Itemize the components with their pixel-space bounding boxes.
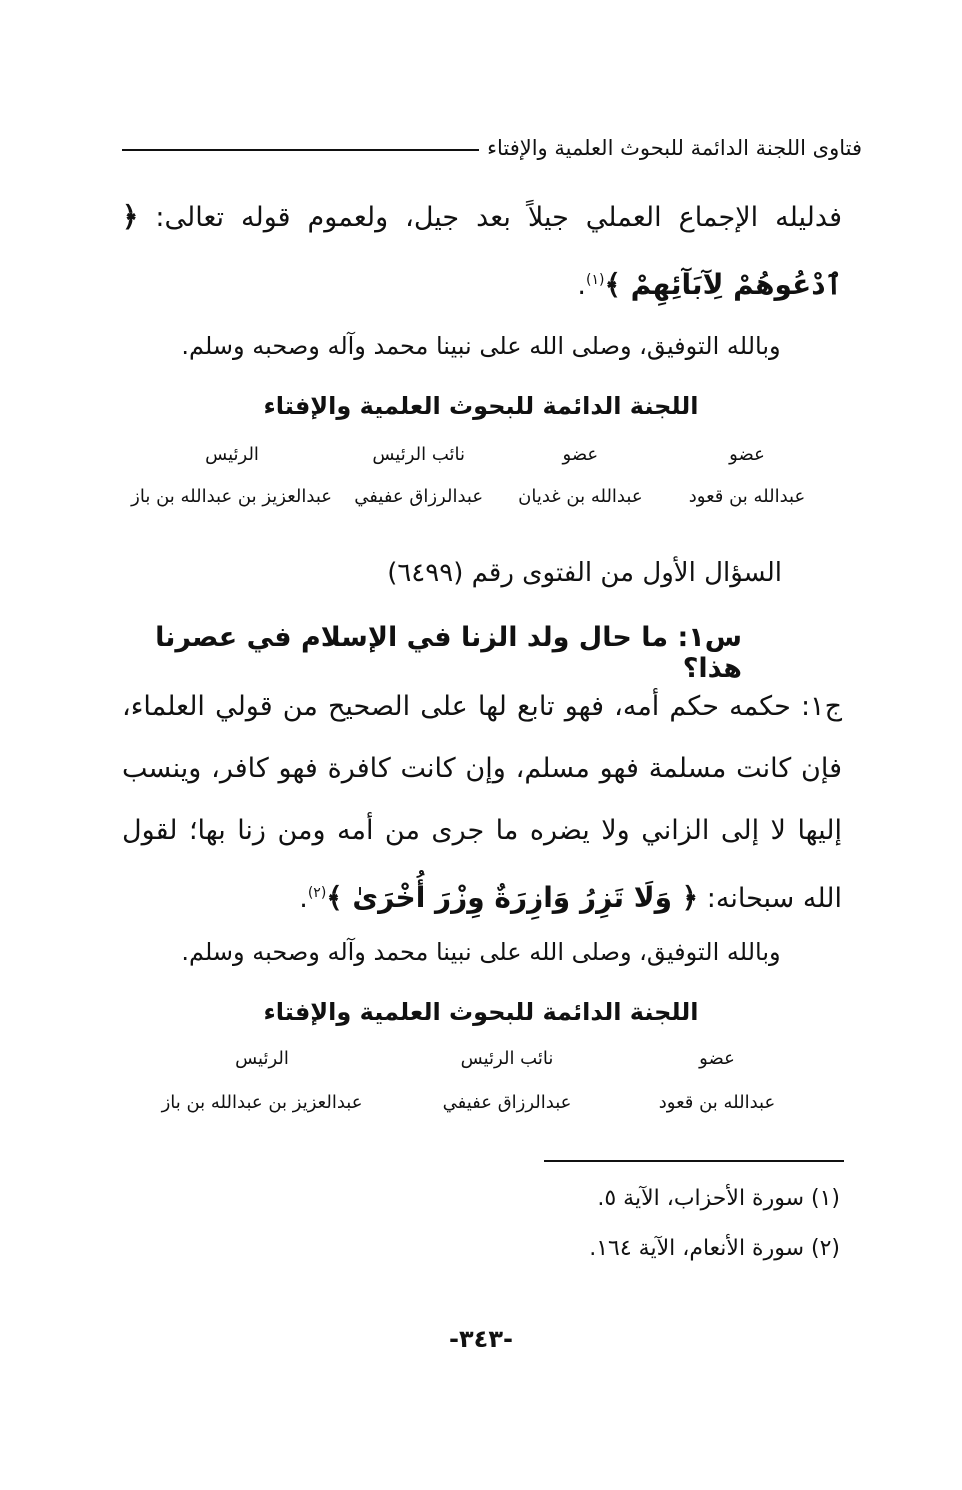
page-number: -٣٤٣- xyxy=(449,1325,513,1353)
running-header xyxy=(122,128,862,168)
fatwa2-question: س١: ما حال ولد الزنا في الإسلام في عصرنا هذا؟ xyxy=(155,622,742,684)
fatwa1-signatory-roles xyxy=(132,444,832,465)
fatwa1-paragraph xyxy=(122,186,842,317)
footnote-1: (١) سورة الأحزاب، الآية ٥. xyxy=(597,1186,840,1211)
running-header-rule xyxy=(122,149,479,151)
fatwa1-verse: ﴿ ٱدْعُوهُمْ لِآبَآئِهِمْ ﴾ xyxy=(122,200,842,301)
fatwa1-text: فدليله الإجماع العملي جيلاً بعد جيل، ولعموم قوله تعالى: xyxy=(155,202,842,233)
fatwa2-name-3: عبدالعزيز بن عبدالله بن باز xyxy=(161,1092,363,1113)
fatwa2-answer-text: ج١: حكمه حكم أمه، فهو تابع لها على الصحيح من قولي العلماء، فإن كانت مسلمة فهو مسلم، وإن كانت كافرة فهو كافر، وينسب إليها لا إلى الزاني ولا يضره ما جرى من أمه ومن زنا بها؛ لقول الله سبحانه: xyxy=(122,691,842,914)
fatwa1-name-4: عبدالعزيز بن عبدالله بن باز xyxy=(131,486,333,507)
fatwa2-role-2: نائب الرئيس xyxy=(460,1048,554,1069)
fatwa1-name-3: عبدالرزاق عفيفي xyxy=(354,486,484,507)
footnote-separator xyxy=(544,1160,844,1162)
footnote-2: (٢) سورة الأنعام، الآية ١٦٤. xyxy=(589,1236,840,1261)
fatwa1-role-4: الرئيس xyxy=(205,444,259,465)
fatwa1-role-2: عضو xyxy=(562,444,599,465)
fatwa2-verse-ref: (٢) xyxy=(307,885,327,901)
fatwa2-name-2: عبدالرزاق عفيفي xyxy=(442,1092,572,1113)
fatwa2-committee: اللجنة الدائمة للبحوث العلمية والإفتاء xyxy=(263,998,699,1026)
fatwa1-role-3: نائب الرئيس xyxy=(372,444,466,465)
fatwa2-answer xyxy=(122,676,842,930)
fatwa2-number-line: السؤال الأول من الفتوى رقم (٦٤٩٩) xyxy=(387,558,782,588)
fatwa1-signatory-names xyxy=(132,486,832,507)
fatwa1-name-2: عبدالله بن غديان xyxy=(518,486,643,507)
fatwa1-verse-ref: (١) xyxy=(585,272,605,288)
fatwa1-name-1: عبدالله بن قعود xyxy=(688,486,806,507)
fatwa2-verse-end: . xyxy=(299,883,308,914)
running-header-title: فتاوى اللجنة الدائمة للبحوث العلمية والإفتاء xyxy=(487,136,862,160)
fatwa1-role-1: عضو xyxy=(729,444,765,465)
fatwa2-name-1: عبدالله بن قعود xyxy=(658,1092,776,1113)
fatwa2-signatory-names xyxy=(152,1092,792,1113)
fatwa2-signatory-roles xyxy=(152,1048,792,1069)
fatwa2-role-3: الرئيس xyxy=(235,1048,289,1069)
fatwa2-closing: وبالله التوفيق، وصلى الله على نبينا محمد وآله وصحبه وسلم. xyxy=(181,938,781,966)
fatwa2-verse: ﴿ وَلَا تَزِرُ وَازِرَةٌ وِزْرَ أُخْرَىٰ ﴾ xyxy=(326,881,699,914)
fatwa1-closing: وبالله التوفيق، وصلى الله على نبينا محمد وآله وصحبه وسلم. xyxy=(181,332,781,360)
fatwa1-verse-end: . xyxy=(577,270,586,301)
fatwa2-role-1: عضو xyxy=(699,1048,735,1069)
fatwa1-committee: اللجنة الدائمة للبحوث العلمية والإفتاء xyxy=(263,392,699,420)
